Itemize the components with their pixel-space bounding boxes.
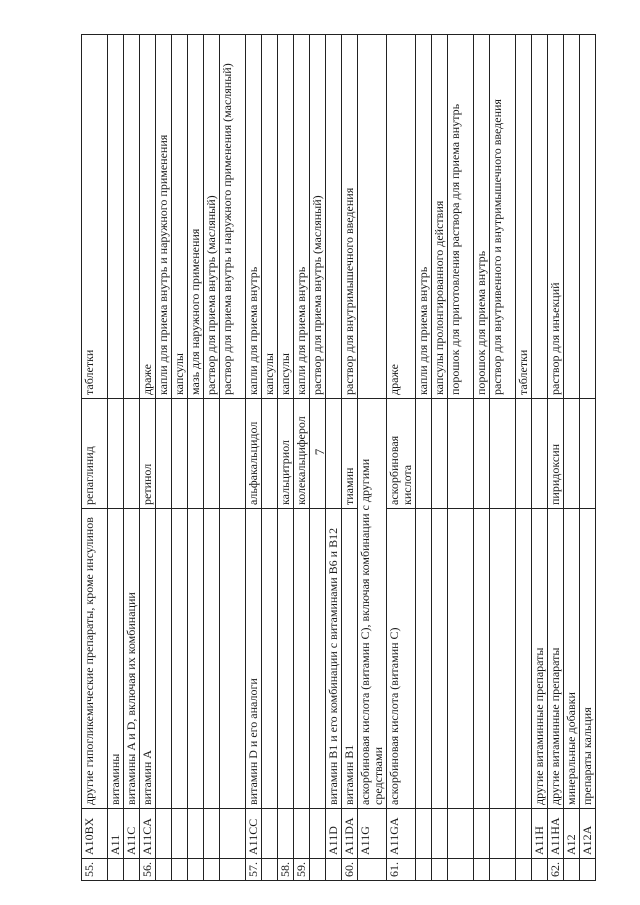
dosage-form-cell xyxy=(532,35,548,399)
row-number-cell xyxy=(580,859,596,881)
atc-code-cell: A11CC xyxy=(246,809,262,859)
group-name-cell xyxy=(310,509,326,809)
atc-code-cell xyxy=(204,809,220,859)
row-number-cell: 61. xyxy=(387,859,416,881)
dosage-form-cell: капли для приема внутрь и наружного применения xyxy=(156,35,172,399)
atc-code-cell xyxy=(432,809,448,859)
group-name-cell xyxy=(474,509,490,809)
row-number-cell xyxy=(490,859,516,881)
atc-code-cell xyxy=(516,809,532,859)
row-number-cell xyxy=(532,859,548,881)
group-name-cell: витамин D и его аналоги xyxy=(246,509,262,809)
row-number-cell xyxy=(156,859,172,881)
group-name-cell: аскорбиновая кислота (витамин C), включая комбинации с другими средствами xyxy=(358,399,387,809)
drug-name-cell xyxy=(204,399,220,509)
row-number-cell xyxy=(220,859,246,881)
group-name-cell: препараты кальция xyxy=(580,509,596,809)
dosage-form-cell: порошок для приема внутрь xyxy=(474,35,490,399)
table-row xyxy=(490,35,516,881)
group-name-cell xyxy=(188,509,204,809)
dosage-form-cell xyxy=(108,35,124,399)
table-row xyxy=(124,35,140,881)
group-name-cell: другие гипогликемические препараты, кроме инсулинов xyxy=(82,509,108,809)
dosage-form-cell: мазь для наружного применения xyxy=(188,35,204,399)
dosage-form-cell: раствор для внутримышечного введения xyxy=(342,35,358,399)
atc-code-cell: A12 xyxy=(564,809,580,859)
medication-table xyxy=(81,34,596,881)
atc-code-cell xyxy=(490,809,516,859)
dosage-form-cell: капсулы пролонгированного действия xyxy=(432,35,448,399)
group-name-cell xyxy=(294,509,310,809)
drug-name-cell: тиамин xyxy=(342,399,358,509)
atc-code-cell xyxy=(474,809,490,859)
row-number-cell xyxy=(108,859,124,881)
table-row xyxy=(532,35,548,881)
atc-code-cell: A11CA xyxy=(140,809,156,859)
dosage-form-cell xyxy=(124,35,140,399)
row-number-cell xyxy=(516,859,532,881)
atc-code-cell xyxy=(156,809,172,859)
table-row xyxy=(108,35,124,881)
row-number-cell xyxy=(262,859,278,881)
table-body xyxy=(82,35,596,881)
table-row xyxy=(278,35,294,881)
row-number-cell: 60. xyxy=(342,859,358,881)
dosage-form-cell: капли для приема внутрь xyxy=(294,35,310,399)
dosage-form-cell: драже xyxy=(387,35,416,399)
row-number-cell xyxy=(326,859,342,881)
page-number: 7 xyxy=(312,448,327,456)
drug-name-cell xyxy=(262,399,278,509)
group-name-cell: другие витаминные препараты xyxy=(548,509,564,809)
table-container xyxy=(81,35,594,881)
drug-name-cell xyxy=(516,399,532,509)
drug-name-cell xyxy=(564,399,580,509)
dosage-form-cell xyxy=(358,35,387,399)
atc-code-cell xyxy=(294,809,310,859)
group-name-cell xyxy=(516,509,532,809)
group-name-cell: минеральные добавки xyxy=(564,509,580,809)
table-row xyxy=(156,35,172,881)
row-number-cell xyxy=(188,859,204,881)
drug-name-cell: пиридоксин xyxy=(548,399,564,509)
table-row xyxy=(82,35,108,881)
atc-code-cell xyxy=(416,809,432,859)
table-row xyxy=(548,35,564,881)
dosage-form-cell: капли для приема внутрь xyxy=(246,35,262,399)
drug-name-cell xyxy=(124,399,140,509)
group-name-cell xyxy=(204,509,220,809)
drug-name-cell: аскорбиновая кислота xyxy=(387,399,416,509)
table-row xyxy=(358,35,387,881)
dosage-form-cell: раствор для инъекций xyxy=(548,35,564,399)
group-name-cell xyxy=(278,509,294,809)
drug-name-cell xyxy=(220,399,246,509)
atc-code-cell xyxy=(172,809,188,859)
table-row xyxy=(448,35,474,881)
drug-name-cell xyxy=(188,399,204,509)
drug-name-cell xyxy=(532,399,548,509)
row-number-cell xyxy=(172,859,188,881)
row-number-cell xyxy=(358,859,387,881)
row-number-cell xyxy=(204,859,220,881)
drug-name-cell xyxy=(326,399,342,509)
group-name-cell xyxy=(490,509,516,809)
dosage-form-cell: раствор для приема внутрь (масляный) xyxy=(204,35,220,399)
group-name-cell xyxy=(262,509,278,809)
table-row xyxy=(342,35,358,881)
drug-name-cell xyxy=(310,399,326,509)
table-row xyxy=(310,35,326,881)
dosage-form-cell xyxy=(580,35,596,399)
table-row xyxy=(246,35,262,881)
group-name-cell: витамины A и D, включая их комбинации xyxy=(124,509,140,809)
atc-code-cell: A11G xyxy=(358,809,387,859)
drug-name-cell: репаглинид xyxy=(82,399,108,509)
atc-code-cell: A11HA xyxy=(548,809,564,859)
atc-code-cell xyxy=(220,809,246,859)
group-name-cell: витамин B1 и его комбинации с витаминами B6 и B12 xyxy=(326,509,342,809)
atc-code-cell xyxy=(310,809,326,859)
group-name-cell: витамины xyxy=(108,509,124,809)
dosage-form-cell: капсулы xyxy=(172,35,188,399)
group-name-cell xyxy=(432,509,448,809)
group-name-cell: витамин A xyxy=(140,509,156,809)
table-row xyxy=(172,35,188,881)
group-name-cell xyxy=(172,509,188,809)
atc-code-cell: A12A xyxy=(580,809,596,859)
table-row xyxy=(204,35,220,881)
row-number-cell: 57. xyxy=(246,859,262,881)
drug-name-cell xyxy=(108,399,124,509)
row-number-cell xyxy=(474,859,490,881)
atc-code-cell xyxy=(278,809,294,859)
group-name-cell: другие витаминные препараты xyxy=(532,509,548,809)
drug-name-cell xyxy=(448,399,474,509)
dosage-form-cell: раствор для приема внутрь и наружного применения (масляный) xyxy=(220,35,246,399)
table-row xyxy=(387,35,416,881)
atc-code-cell: A11H xyxy=(532,809,548,859)
atc-code-cell: A11D xyxy=(326,809,342,859)
table-row xyxy=(262,35,278,881)
drug-name-cell: кальцитриол xyxy=(278,399,294,509)
dosage-form-cell: таблетки xyxy=(516,35,532,399)
table-row xyxy=(188,35,204,881)
group-name-cell xyxy=(448,509,474,809)
row-number-cell xyxy=(432,859,448,881)
group-name-cell: аскорбиновая кислота (витамин C) xyxy=(387,509,416,809)
drug-name-cell xyxy=(172,399,188,509)
dosage-form-cell: капсулы xyxy=(262,35,278,399)
row-number-cell xyxy=(564,859,580,881)
group-name-cell xyxy=(416,509,432,809)
table-row xyxy=(416,35,432,881)
dosage-form-cell xyxy=(564,35,580,399)
table-row xyxy=(516,35,532,881)
drug-name-cell xyxy=(474,399,490,509)
group-name-cell xyxy=(220,509,246,809)
drug-name-cell xyxy=(490,399,516,509)
table-row xyxy=(326,35,342,881)
atc-code-cell: A11C xyxy=(124,809,140,859)
drug-name-cell xyxy=(580,399,596,509)
row-number-cell xyxy=(416,859,432,881)
row-number-cell: 59. xyxy=(294,859,310,881)
drug-name-cell xyxy=(156,399,172,509)
drug-name-cell: колекальциферол xyxy=(294,399,310,509)
table-row xyxy=(474,35,490,881)
row-number-cell: 58. xyxy=(278,859,294,881)
group-name-cell: витамин B1 xyxy=(342,509,358,809)
table-row xyxy=(580,35,596,881)
atc-code-cell: A11 xyxy=(108,809,124,859)
atc-code-cell: A10BX xyxy=(82,809,108,859)
dosage-form-cell: раствор для внутривенного и внутримышечного введения xyxy=(490,35,516,399)
dosage-form-cell: раствор для приема внутрь (масляный) xyxy=(310,35,326,399)
table-row xyxy=(432,35,448,881)
row-number-cell xyxy=(310,859,326,881)
row-number-cell: 56. xyxy=(140,859,156,881)
atc-code-cell: A11DA xyxy=(342,809,358,859)
table-row xyxy=(140,35,156,881)
row-number-cell xyxy=(124,859,140,881)
drug-name-cell xyxy=(432,399,448,509)
row-number-cell: 62. xyxy=(548,859,564,881)
group-name-cell xyxy=(156,509,172,809)
dosage-form-cell: драже xyxy=(140,35,156,399)
dosage-form-cell: капсулы xyxy=(278,35,294,399)
atc-code-cell: A11GA xyxy=(387,809,416,859)
row-number-cell xyxy=(448,859,474,881)
atc-code-cell xyxy=(188,809,204,859)
dosage-form-cell: капли для приема внутрь xyxy=(416,35,432,399)
dosage-form-cell: порошок для приготовления раствора для приема внутрь xyxy=(448,35,474,399)
drug-name-cell: альфакальцидол xyxy=(246,399,262,509)
row-number-cell: 55. xyxy=(82,859,108,881)
drug-name-cell xyxy=(416,399,432,509)
drug-name-cell: ретинол xyxy=(140,399,156,509)
table-row xyxy=(294,35,310,881)
atc-code-cell xyxy=(448,809,474,859)
atc-code-cell xyxy=(262,809,278,859)
dosage-form-cell xyxy=(326,35,342,399)
table-row xyxy=(220,35,246,881)
dosage-form-cell: таблетки xyxy=(82,35,108,399)
table-row xyxy=(564,35,580,881)
